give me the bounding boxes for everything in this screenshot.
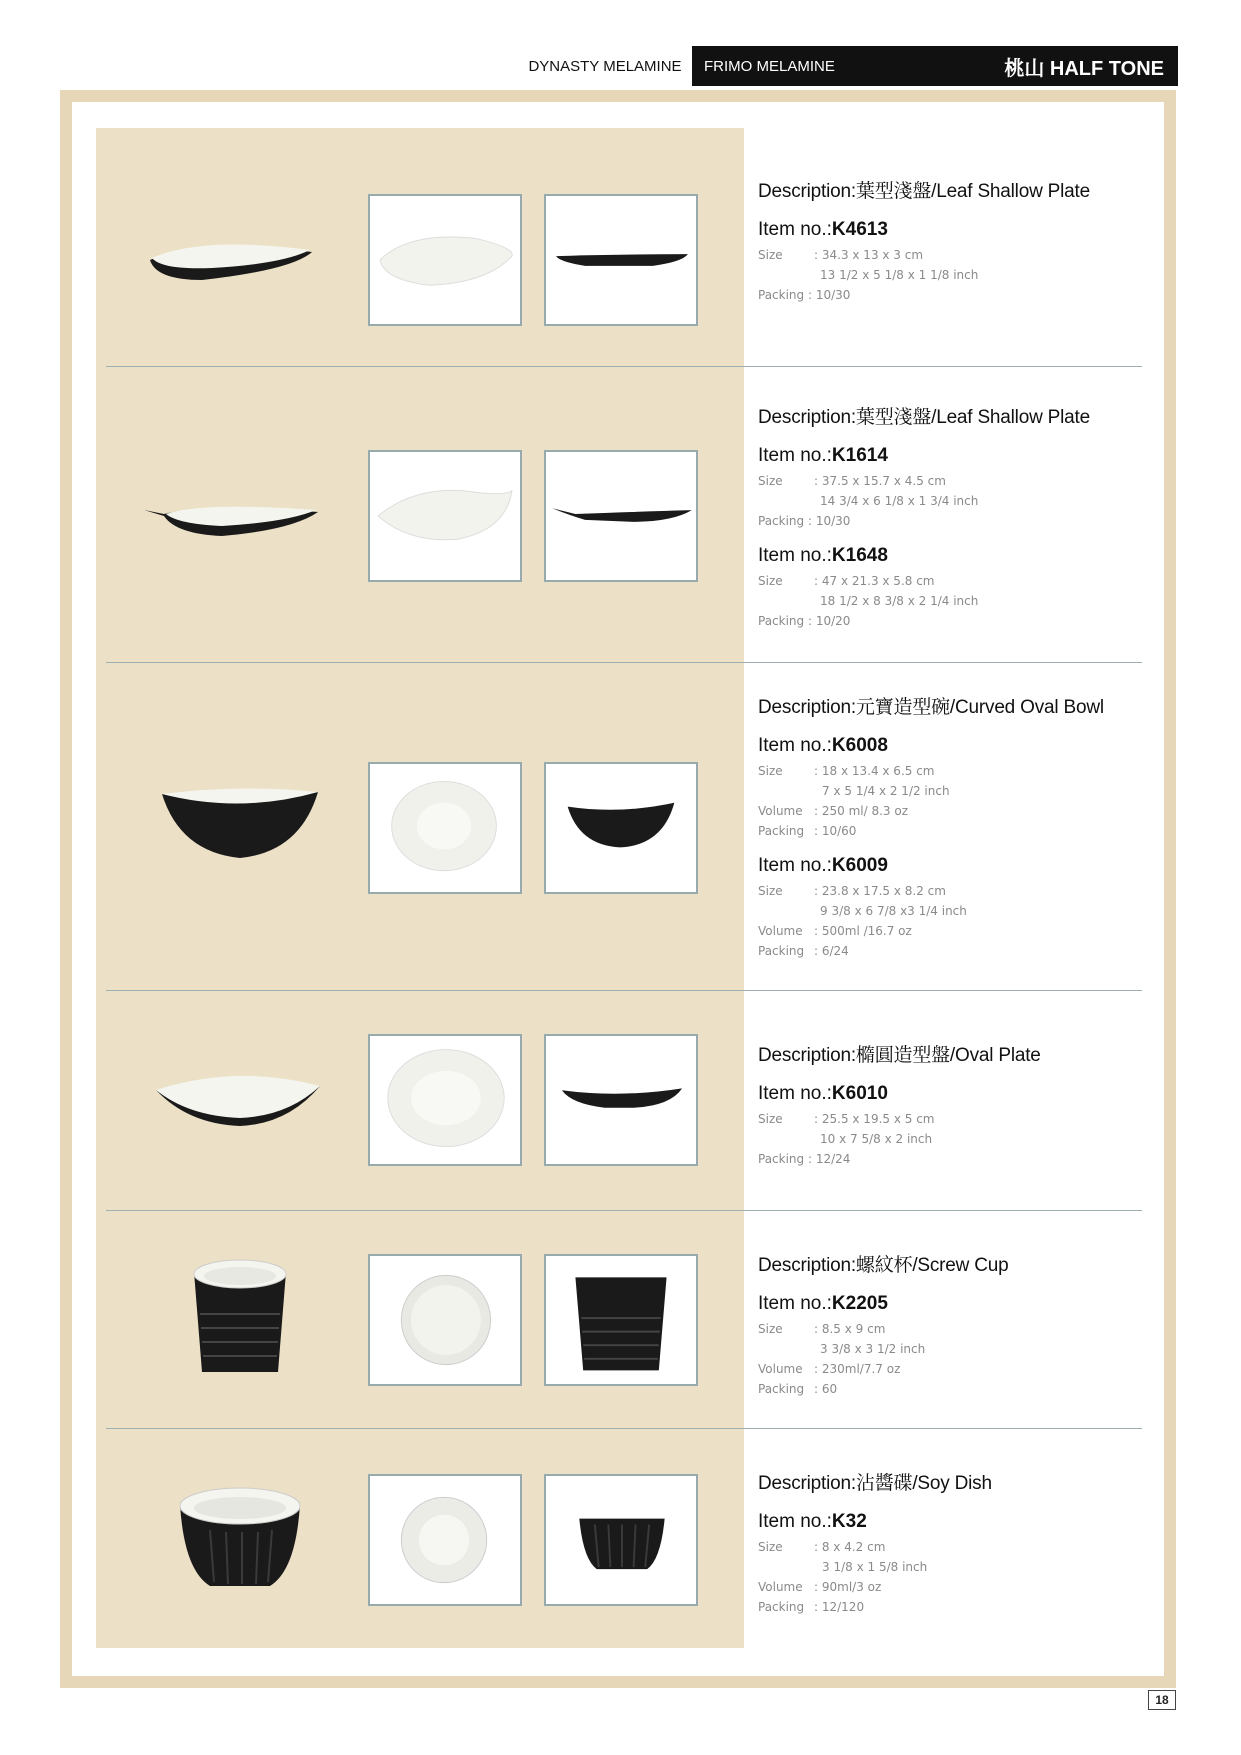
product-info-k6008-k6009 xyxy=(758,692,1158,975)
oval-plate-side-photo xyxy=(544,1034,698,1166)
item-k6010 xyxy=(758,1083,1158,1169)
row-divider xyxy=(106,1428,1142,1429)
packing-row: Packing : 10/60 xyxy=(758,824,857,838)
curved-bowl-angle-photo xyxy=(150,762,330,902)
size-row: Size : 8.5 x 9 cm 3 3/8 x 3 1/2 inch xyxy=(758,1322,926,1356)
item-number: Item no.:K32 xyxy=(758,1511,867,1532)
volume-row: Volume : 90ml/3 oz xyxy=(758,1580,882,1594)
curved-bowl-side-photo xyxy=(544,762,698,894)
size-row: Size : 47 x 21.3 x 5.8 cm 18 1/2 x 8 3/8 x 2 1/4 inch xyxy=(758,574,979,608)
size-row: Size : 8 x 4.2 cm 3 1/8 x 1 5/8 inch xyxy=(758,1540,928,1574)
screw-cup-side-photo xyxy=(544,1254,698,1386)
product-description: Description:元寶造型碗/Curved Oval Bowl xyxy=(758,697,1104,718)
size-row: Size : 25.5 x 19.5 x 5 cm 10 x 7 5/8 x 2 inch xyxy=(758,1112,935,1146)
product-description: Description:沾醬碟/Soy Dish xyxy=(758,1473,992,1494)
tab-frimo-melamine[interactable]: FRIMO MELAMINE xyxy=(692,46,930,86)
page-number: 18 xyxy=(1148,1690,1176,1710)
item-k2205 xyxy=(758,1293,1158,1399)
product-info-k6010 xyxy=(758,1040,1158,1183)
leaf-plate-large-top-photo xyxy=(368,450,522,582)
oval-plate-angle-photo xyxy=(148,1034,328,1174)
size-row: Size : 18 x 13.4 x 6.5 cm 7 x 5 1/4 x 2 1/2 inch xyxy=(758,764,950,798)
product-info-k2205 xyxy=(758,1250,1158,1413)
leaf-plate-large-side-photo xyxy=(544,450,698,582)
leaf-plate-side-photo xyxy=(544,194,698,326)
item-k6008 xyxy=(758,735,1158,841)
product-info-k4613 xyxy=(758,176,1158,319)
item-number: Item no.:K2205 xyxy=(758,1293,888,1314)
curved-bowl-top-photo xyxy=(368,762,522,894)
product-description: Description:橢圓造型盤/Oval Plate xyxy=(758,1045,1041,1066)
row-divider xyxy=(106,990,1142,991)
screw-cup-angle-photo xyxy=(150,1254,330,1394)
size-row: Size : 23.8 x 17.5 x 8.2 cm 9 3/8 x 6 7/8 x3 1/4 inch xyxy=(758,884,967,918)
item-k4613 xyxy=(758,219,1158,305)
row-divider xyxy=(106,662,1142,663)
size-row: Size : 37.5 x 15.7 x 4.5 cm 14 3/4 x 6 1/8 x 1 3/4 inch xyxy=(758,474,979,508)
item-number: Item no.:K6009 xyxy=(758,855,888,876)
leaf-plate-top-photo xyxy=(368,194,522,326)
item-k1648 xyxy=(758,545,1158,631)
item-k32 xyxy=(758,1511,1158,1617)
packing-row: Packing : 12/120 xyxy=(758,1600,865,1614)
product-info-k32 xyxy=(758,1468,1158,1631)
packing-row: Packing : 60 xyxy=(758,1382,838,1396)
soy-dish-top-photo xyxy=(368,1474,522,1606)
packing-row: Packing : 6/24 xyxy=(758,944,849,958)
item-number: Item no.:K4613 xyxy=(758,219,888,240)
volume-row: Volume : 250 ml/ 8.3 oz xyxy=(758,804,908,818)
packing-row: Packing : 12/24 xyxy=(758,1152,851,1166)
product-description: Description:葉型淺盤/Leaf Shallow Plate xyxy=(758,181,1090,202)
tab-half-tone[interactable]: 桃山 HALF TONE xyxy=(930,46,1178,86)
item-number: Item no.:K1648 xyxy=(758,545,888,566)
soy-dish-side-photo xyxy=(544,1474,698,1606)
packing-row: Packing : 10/30 xyxy=(758,514,851,528)
screw-cup-top-photo xyxy=(368,1254,522,1386)
item-k1614 xyxy=(758,445,1158,531)
oval-plate-top-photo xyxy=(368,1034,522,1166)
soy-dish-angle-photo xyxy=(150,1474,330,1614)
product-description: Description:葉型淺盤/Leaf Shallow Plate xyxy=(758,407,1090,428)
volume-row: Volume : 500ml /16.7 oz xyxy=(758,924,912,938)
product-info-k1614-k1648 xyxy=(758,402,1158,645)
size-row: Size : 34.3 x 13 x 3 cm 13 1/2 x 5 1/8 x 1 1/8 inch xyxy=(758,248,979,282)
item-number: Item no.:K6008 xyxy=(758,735,888,756)
item-number: Item no.:K1614 xyxy=(758,445,888,466)
item-number: Item no.:K6010 xyxy=(758,1083,888,1104)
leaf-plate-large-angle-photo xyxy=(142,450,322,590)
item-k6009 xyxy=(758,855,1158,961)
packing-row: Packing : 10/20 xyxy=(758,614,851,628)
row-divider xyxy=(106,366,1142,367)
tab-dynasty-melamine[interactable]: DYNASTY MELAMINE xyxy=(528,57,682,75)
row-divider xyxy=(106,1210,1142,1211)
packing-row: Packing : 10/30 xyxy=(758,288,851,302)
product-description: Description:螺紋杯/Screw Cup xyxy=(758,1255,1009,1276)
leaf-plate-angle-photo xyxy=(142,194,322,334)
volume-row: Volume : 230ml/7.7 oz xyxy=(758,1362,901,1376)
